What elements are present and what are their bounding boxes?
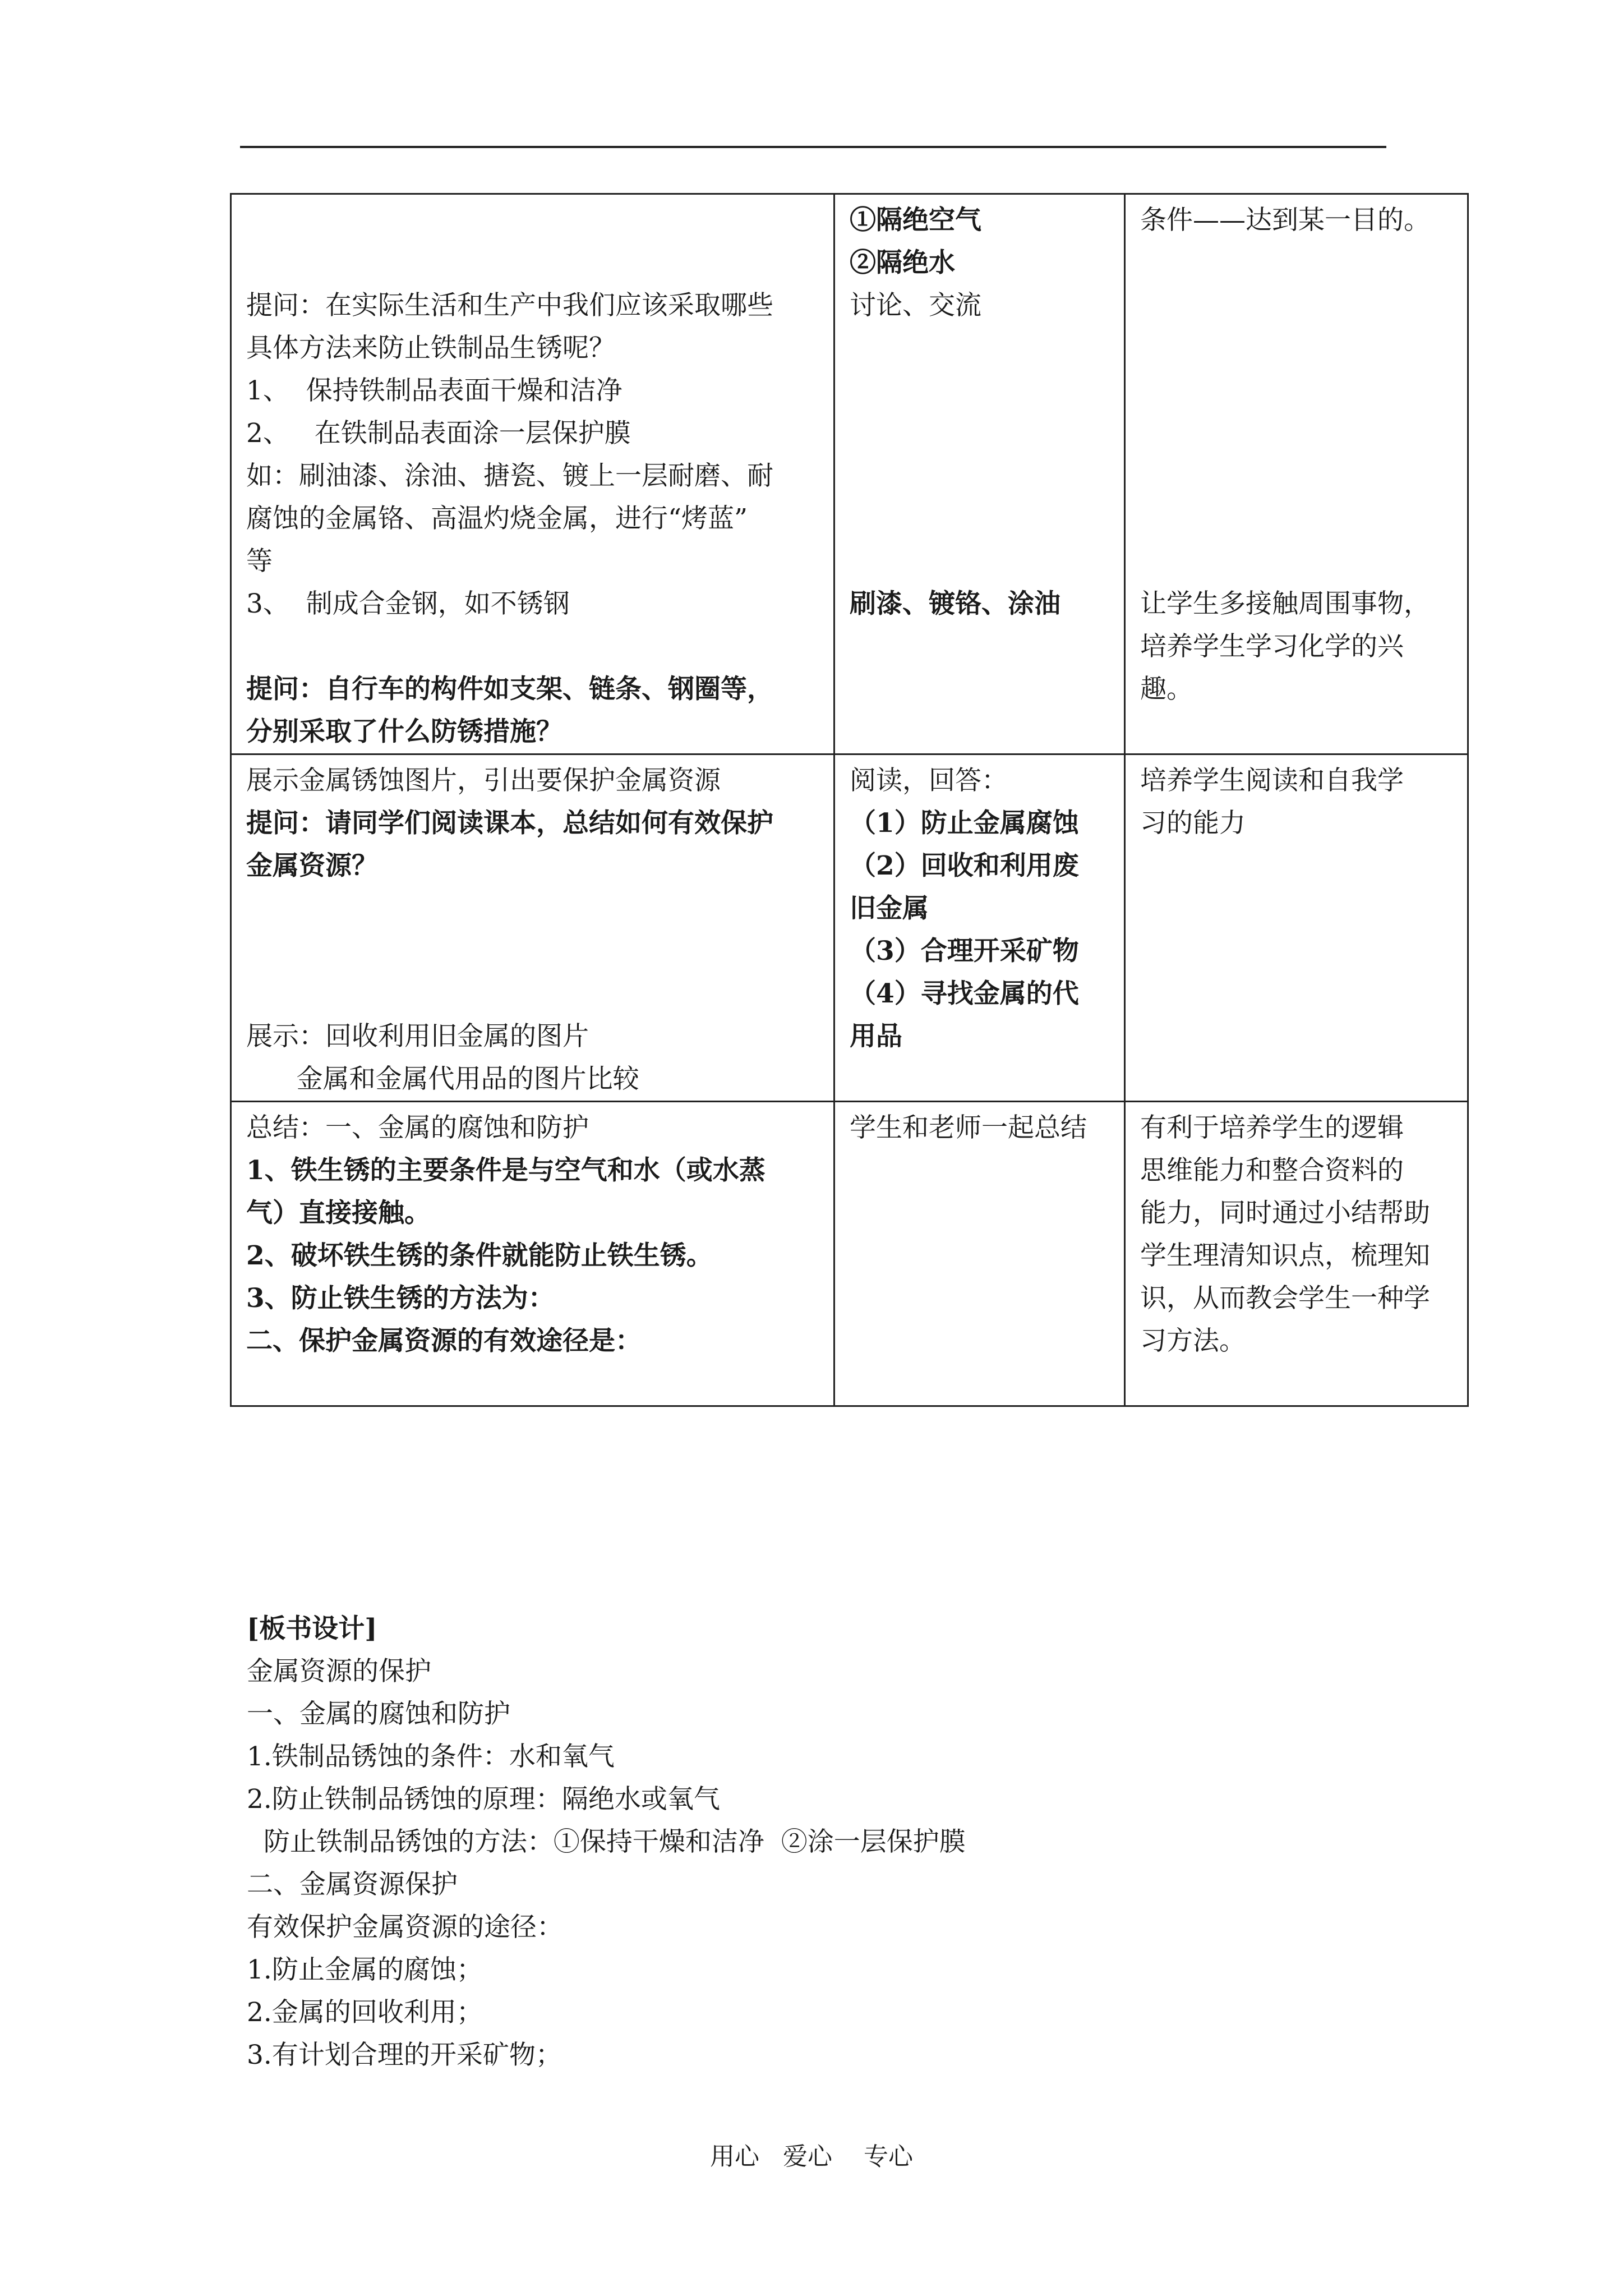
text-line: 讨论、交流	[850, 290, 981, 321]
board-line: 2.金属的回收利用；	[247, 1997, 483, 2028]
board-line: 一、金属的腐蚀和防护	[247, 1699, 510, 1729]
section-heading: [板书设计]	[247, 1613, 377, 1644]
text-line: 总结：一、金属的腐蚀和防护	[246, 1112, 589, 1143]
text-line: 能力，同时通过小结帮助	[1140, 1198, 1430, 1228]
text-line: （3）合理开采矿物	[850, 936, 1079, 967]
text-line: ②隔绝水	[850, 247, 955, 278]
text-line: 学生理清知识点，梳理知	[1140, 1240, 1430, 1271]
text-line: 学生和老师一起总结	[850, 1112, 1087, 1143]
board-line: 有效保护金属资源的途径：	[247, 1912, 563, 1943]
board-line: 1.防止金属的腐蚀；	[247, 1954, 483, 1985]
board-line: 1.铁制品锈蚀的条件：水和氧气	[247, 1741, 615, 1772]
teacher-activity-cell	[231, 194, 834, 754]
student-activity-cell	[834, 194, 1125, 754]
text-line: 二、保护金属资源的有效途径是：	[246, 1326, 642, 1356]
teacher-activity-cell	[231, 754, 834, 1102]
design-intent-cell	[1125, 194, 1468, 754]
text-line: 习方法。	[1140, 1326, 1246, 1356]
text-line: 提问：在实际生活和生产中我们应该采取哪些	[246, 290, 773, 321]
text-line: （2）回收和利用废	[850, 850, 1079, 881]
text-line: （4）寻找金属的代	[850, 978, 1079, 1009]
text-line: 阅读，回答：	[850, 765, 1008, 796]
text-line: 提问：自行车的构件如支架、链条、钢圈等，	[246, 674, 773, 705]
text-line: 1、 保持铁制品表面干燥和洁净	[246, 375, 623, 406]
board-line: 防止铁制品锈蚀的方法：①保持干燥和洁净 ②涂一层保护膜	[247, 1826, 966, 1857]
text-line: ①隔绝空气	[850, 205, 981, 236]
header-rule	[240, 146, 1386, 148]
board-design-section	[247, 1608, 1424, 2077]
text-line: 分别采取了什么防锈措施？	[246, 716, 562, 747]
text-line: 条件——达到某一目的。	[1140, 205, 1430, 236]
text-line: 金属资源？	[246, 850, 378, 881]
text-line: 提问：请同学们阅读课本，总结如何有效保护	[246, 808, 773, 839]
text-line: 等	[246, 546, 273, 577]
text-line: 3、 制成合金钢，如不锈钢	[246, 588, 570, 619]
text-line: 有利于培养学生的逻辑	[1140, 1112, 1404, 1143]
text-line: 如：刷油漆、涂油、搪瓷、镀上一层耐磨、耐	[246, 461, 773, 491]
text-line: 培养学生学习化学的兴	[1140, 631, 1404, 662]
text-line: 2、破坏铁生锈的条件就能防止铁生锈。	[246, 1240, 713, 1271]
board-line: 二、金属资源保护	[247, 1869, 458, 1900]
design-intent-cell	[1125, 1102, 1468, 1406]
board-line: 3.有计划合理的开采矿物；	[247, 2040, 562, 2070]
text-line: 2、 在铁制品表面涂一层保护膜	[246, 418, 631, 449]
text-line: 具体方法来防止铁制品生锈呢？	[246, 333, 615, 364]
lesson-table	[230, 193, 1469, 1407]
text-line: （1）防止金属腐蚀	[850, 808, 1079, 839]
text-line: 3、防止铁生锈的方法为：	[246, 1283, 555, 1314]
text-line: 1、铁生锈的主要条件是与空气和水（或水蒸	[246, 1155, 766, 1186]
design-intent-cell	[1125, 754, 1468, 1102]
teacher-activity-cell	[231, 1102, 834, 1406]
text-line: 展示：回收利用旧金属的图片	[246, 1021, 589, 1052]
text-line: 趣。	[1140, 674, 1193, 705]
student-activity-cell	[834, 1102, 1125, 1406]
text-line: 刷漆、镀铬、涂油	[850, 588, 1061, 619]
table-row	[231, 194, 1468, 754]
text-line: 气）直接接触。	[246, 1198, 431, 1228]
student-activity-cell	[834, 754, 1125, 1102]
text-line: 金属和金属代用品的图片比较	[246, 1064, 639, 1094]
text-line: 腐蚀的金属铬、高温灼烧金属，进行“烤蓝”	[246, 503, 748, 534]
table-row	[231, 754, 1468, 1102]
text-line: 让学生多接触周围事物，	[1140, 588, 1430, 619]
text-line: 展示金属锈蚀图片，引出要保护金属资源	[246, 765, 721, 796]
text-line: 培养学生阅读和自我学	[1140, 765, 1404, 796]
text-line: 用品	[850, 1021, 902, 1052]
text-line: 旧金属	[850, 893, 929, 924]
page-footer: 用心 爱心 专心	[710, 2142, 913, 2171]
text-line: 习的能力	[1140, 808, 1246, 839]
table-row	[231, 1102, 1468, 1406]
board-line: 2.防止铁制品锈蚀的原理：隔绝水或氧气	[247, 1784, 720, 1815]
board-line: 金属资源的保护	[247, 1656, 431, 1687]
text-line: 思维能力和整合资料的	[1140, 1155, 1404, 1186]
text-line: 识，从而教会学生一种学	[1140, 1283, 1430, 1314]
